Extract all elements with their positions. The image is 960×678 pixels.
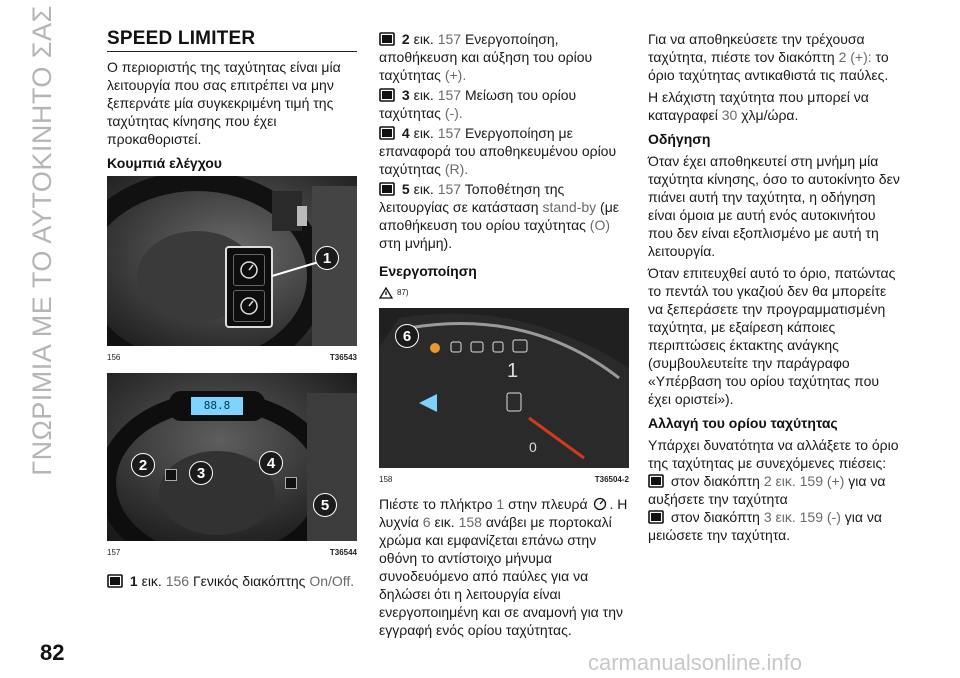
change-limit-heading: Αλλαγή του ορίου ταχύτητας (648, 415, 838, 431)
minimum-speed-paragraph: Η ελάχιστη ταχύτητα που μπορεί να καταγραφεί 30 χλμ/ώρα. (648, 89, 869, 123)
figure-156-caption: 156 T36543 (107, 353, 357, 362)
dashboard-digital-display: 88.8 (191, 397, 243, 415)
figure-157-steering-wheel-buttons (107, 373, 357, 541)
column-1 (107, 30, 357, 592)
button-key-icon (107, 574, 123, 588)
driving-paragraph-1: Όταν έχει αποθηκευτεί στη μνήμη μία ταχύτητα κίνησης, όσο το αυτοκίνητο δεν πιάνει αυτή την ταχύτητα, η οδήγηση είναι όμοια με αυτή ενός αυτοκινήτου που δεν είναι εξοπλισμένο με αυτή τη λειτουργία. (648, 153, 900, 259)
page-number: 82 (40, 640, 65, 665)
callout-3: 3 (189, 461, 213, 485)
section-heading: SPEED LIMITER (107, 30, 357, 52)
control-item-2: 2 εικ. 157 Ενεργοποίηση, αποθήκευση και αύξηση του ορίου ταχύτητας (+). (379, 31, 593, 83)
column-3 (648, 30, 903, 546)
watermark: carmanualsonline.info (588, 650, 803, 675)
button-key-icon (379, 88, 395, 102)
store-speed-paragraph: Για να αποθηκεύσετε την τρέχουσα ταχύτητα, πιέστε τον διακόπτη 2 (+): το όριο ταχύτητας αντικαθιστά τις παύλες. (648, 31, 889, 83)
column-2 (379, 30, 629, 643)
controls-heading: Κουμπιά ελέγχου (107, 155, 222, 171)
button-2-marker (165, 469, 177, 481)
activation-paragraph: Πιέστε το πλήκτρο 1 στην πλευρά . Η λυχνία 6 εικ. 158 ανάβει με πορτοκαλί χρώμα και εμφανίζεται επάνω στην οθόνη το αντίστοιχο μήνυμα συνοδευόμενο από παύλες για να δηλώσει ότι η λειτουργία είναι ενεργοποιημένη και σε αναμονή για την εγγραφή ενός ορίου ταχύτητας. (379, 496, 628, 638)
change-limit-bullet-increase: στον διακόπτη 2 εικ. 159 (+) για να αυξήσετε την ταχύτητα (648, 473, 886, 507)
speed-limiter-icon (591, 497, 609, 511)
change-limit-bullet-decrease: στον διακόπτη 3 εικ. 159 (-) για να μειώσετε την ταχύτητα. (648, 509, 882, 543)
callout-4: 4 (259, 451, 283, 475)
button-4-marker (285, 477, 297, 489)
button-key-icon (379, 182, 395, 196)
control-item-3: 3 εικ. 157 Μείωση του ορίου ταχύτητας (-). (379, 87, 577, 121)
callout-1: 1 (315, 246, 339, 270)
warning-triangle-icon (379, 287, 393, 299)
figure-158-instrument-cluster (379, 308, 629, 468)
figure-157-caption: 157 T36544 (107, 548, 357, 557)
control-item-5: 5 εικ. 157 Τοποθέτηση της λειτουργίας σε κατάσταση stand-by (με αποθήκευση του ορίου ταχύτητας (O) στη μνήμη). (379, 181, 620, 251)
gauge-numeral-1: 1 (507, 360, 519, 382)
control-item-1: 1 εικ. 156 Γενικός διακόπτης On/Off. (107, 572, 357, 590)
callout-2: 2 (131, 453, 155, 477)
intro-paragraph: Ο περιοριστής της ταχύτητας είναι μία λειτουργία που σας επιτρέπει να μην ξεπερνάτε μία συγκεκριμένη τιμή της ταχύτητας κίνησης που έχει προκαθοριστεί. (107, 59, 341, 147)
warning-reference: 87) (379, 284, 629, 302)
change-limit-paragraph: Υπάρχει δυνατότητα να αλλάξετε το όριο της ταχύτητας με συνεχόμενες πιέσεις: (648, 437, 899, 471)
gauge-numeral-0: 0 (529, 439, 537, 455)
driving-heading: Οδήγηση (648, 131, 711, 147)
button-key-icon (648, 510, 664, 524)
callout-6: 6 (395, 324, 419, 348)
figure-156-steering-wheel-switch (107, 176, 357, 346)
button-key-icon (379, 32, 395, 46)
driving-paragraph-2: Όταν επιτευχθεί αυτό το όριο, πατώντας το πεντάλ του γκαζιού δεν θα μπορείτε να ξεπεράσετε την προγραμματισμένη ταχύτητα, με εξαίρεση κάποιες περιπτώσεις έκτακτης ανάγκης (συμβουλευτείτε την παράγραφο «Υπέρβαση του ορίου ταχύτητας που έχει οριστεί»). (648, 265, 896, 407)
figure-158-caption: 158 T36504-2 (379, 475, 629, 484)
activation-heading: Ενεργοποίηση (379, 263, 477, 279)
button-key-icon (379, 126, 395, 140)
callout-5: 5 (313, 493, 337, 517)
button-key-icon (648, 474, 664, 488)
control-item-4: 4 εικ. 157 Ενεργοποίηση με επαναφορά του αποθηκευμένου ορίου ταχύτητας (R). (379, 125, 617, 177)
side-chapter-title: ΓΝΩΡΙΜΙΑ ΜΕ ΤΟ ΑΥΤΟΚΙΝΗΤΟ ΣΑΣ (26, 4, 57, 476)
